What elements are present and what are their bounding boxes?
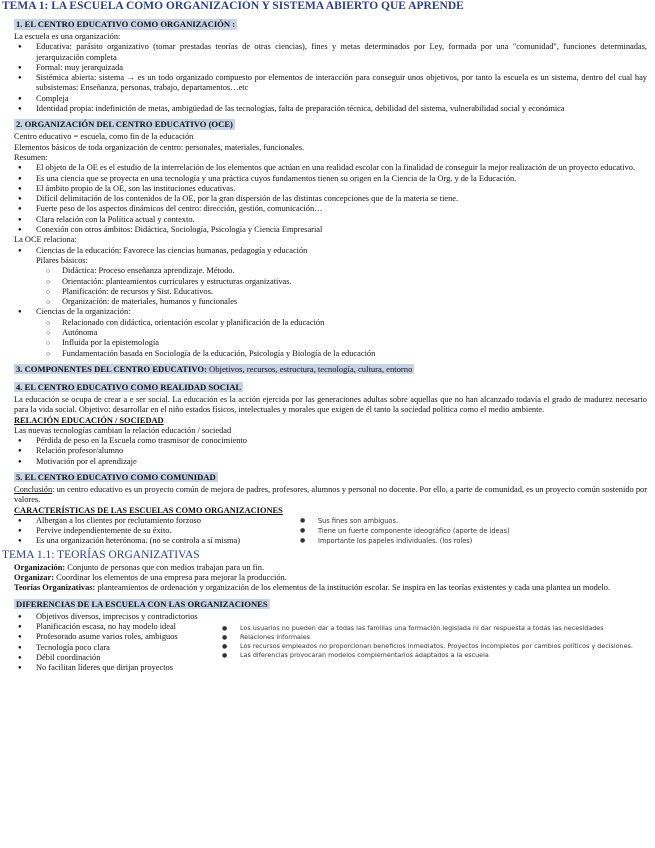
term-label: Organizar: [14, 573, 55, 583]
paragraph [14, 563, 647, 573]
sub-list-item: ○ Didáctica: Proceso enseñanza aprendizaje. Método. [14, 266, 647, 276]
list-item: ● Identidad propia: indefinición de metas, ambigüedad de las tecnologías, falta de preparación técnica, debilidad del sistema, vulnerabilidad social y económica [14, 104, 647, 114]
bullet-list [14, 436, 647, 467]
list-item: ● Tecnología poco clara [14, 643, 218, 653]
subheading: RELACIÓN EDUCACIÓN / SOCIEDAD [14, 415, 164, 425]
term-text: Conjunto de personas que con medios trabajan para un fin. [65, 562, 265, 572]
sub-list-item: ○ Autónoma [14, 328, 647, 338]
term-text: Coordinar los elementos de una empresa para mejorar la producción. [54, 573, 287, 583]
bullet-list-right [218, 612, 647, 674]
section-heading: DIFERENCIAS DE LA ESCUELA CON LAS ORGANIZACIONES [16, 598, 268, 609]
list-item: ● Tiene un fuerte componente ideográfico (aporte de ideas) [296, 526, 647, 536]
paragraph: Resumen: [14, 152, 48, 162]
list-item: ● Formal: muy jerarquizada [14, 63, 647, 73]
list-item: ● El objeto de la OE es el estudio de la interrelación de los elementos que actúan en una realidad escolar con la finalidad de conseguir la mejor realización de un proyecto educativo. [14, 163, 647, 173]
paragraph [14, 485, 647, 506]
two-column-list [14, 516, 647, 547]
subheading: CARACTERÍSTICAS DE LAS ESCUELAS COMO ORGANIZACIONES [14, 505, 283, 515]
paragraph [14, 583, 647, 593]
list-item: ● Pervive independientemente de su éxito. [14, 526, 296, 536]
section-heading: 1. EL CENTRO EDUCATIVO COMO ORGANIZACIÓN : [16, 19, 236, 29]
sub-list [14, 318, 647, 359]
term-label: Teorías Organizativas: [14, 583, 96, 593]
bullet-list [14, 307, 647, 317]
list-item: ● Difícil delimitación de los contenidos de la OE, por la gran dispersión de las distintas concepciones que de la materia se tiene. [14, 194, 647, 204]
bullet-list [14, 42, 647, 114]
list-item: ● El ámbito propio de la OE, son las instituciones educativas. [14, 184, 647, 194]
list-item: ● Profesorado asume varios roles, ambiguos [14, 632, 218, 642]
conclusion-text: : un centro educativo es un proyecto común de mejora de padres, profesores, alumnos y personal no docente. Por ello, a parte de comunidad, es un proyecto común sostenido por valores. [14, 484, 647, 505]
sub-list-item: ○ Relacionado con didáctica, orientación escolar y planificación de la educación [14, 318, 647, 328]
list-item: ● Conexión con otros ámbitos: Didáctica, Sociología, Psicología y Ciencia Empresarial [14, 225, 647, 235]
sub-list-item: ○ Influida por la epistemología [14, 338, 647, 348]
bullet-list-left [14, 516, 296, 547]
sub-list-item: ○ Organización: de materiales, humanos y funcionales [14, 297, 647, 307]
bullet-list-left [14, 612, 218, 674]
list-item: ● Débil coordinación [14, 653, 218, 663]
paragraph: Centro educativo = escuela, como fin de la educación [14, 132, 194, 142]
list-item: ● Fuerte peso de los aspectos dinámicos del centro: dirección, gestión, comunicación… [14, 204, 647, 214]
term-text: planteamientos de ordenación y organización de los elementos de la institución escolar. Se inspira en las teorías existentes y cada una plantea un modelo. [95, 583, 611, 593]
list-item: ● Ciencias de la organización: [14, 307, 647, 317]
list-item: ● Los recursos empleados no proporcionan beneficios inmediatos. Proyectos incompletos por cambios políticos y decisiones. [218, 642, 647, 651]
section-heading [14, 364, 414, 375]
list-item: ● Albergan a los clientes por reclutamiento forzoso [14, 516, 296, 526]
list-item: ● Los usuarios no pueden dar a todas las familias una formación legislada ni dar respuesta a todas las necesidades [218, 624, 647, 633]
bullet-list [14, 163, 647, 235]
term-label: Organización: [14, 562, 66, 572]
list-item: ● Es una organización heterónoma. (no se controla a sí misma) [14, 536, 296, 546]
list-item: ● Relaciones informales [218, 633, 647, 642]
list-item: ● Ciencias de la educación: Favorece las ciencias humanas, pedagogía y educación [14, 246, 647, 256]
bullet-list-right [296, 516, 647, 547]
list-item: ● Motivación por el aprendizaje [14, 457, 647, 467]
paragraph: La educación se ocupa de crear a e ser social. La educación es la acción ejercida por las generaciones adultas sobre aquellas que no han alcanzado todavía el grado de madurez necesario para la vida social. Objetivo: desarrollar en el niño estados físicos, intelectuales y morales que exigen de él tanto la sociedad política como el medio ambiente. [14, 394, 647, 415]
list-item: ● Compleja [14, 94, 647, 104]
paragraph: La escuela es una organización: [14, 32, 121, 41]
paragraph: La OCE relaciona: [14, 235, 77, 245]
list-item: ● Objetivos diversos, imprecisos y contradictorios [14, 612, 218, 622]
section-heading-text: Objetivos, recursos, estructura, tecnología, cultura, entorno [206, 363, 413, 374]
list-item: ● Planificación escasa, no hay modelo ideal [14, 622, 218, 632]
list-item: ● Relación profesor/alumno [14, 446, 647, 456]
list-item: ● Pérdida de peso en la Escuela como trasmisor de conocimiento [14, 436, 647, 446]
paragraph [14, 573, 647, 583]
conclusion-label: Conclusión [14, 484, 53, 494]
paragraph: Elementos básicos de toda organización de centro: personales, materiales, funcionales. [14, 142, 305, 152]
sub-list [14, 266, 647, 307]
section-heading: 2. ORGANIZACIÓN DEL CENTRO EDUCATIVO (OCE) [16, 119, 233, 130]
sub-list-item: ○ Fundamentación basada en Sociología de la educación, Psicología y Biología de la educación [14, 349, 647, 359]
list-item: ● Sistémica abierta: sistema → es un todo organizado compuesto por elementos de interacción para conseguir unos objetivos, por tanto la escuela es un sistema, dentro del cual hay subsistemas: Enseñanza, personas, trabajo, departamentos…etc [14, 73, 647, 94]
section-heading: 4. EL CENTRO EDUCATIVO COMO REALIDAD SOCIAL [16, 381, 242, 392]
paragraph: Pilares básicos: [36, 255, 88, 265]
topic-title: TEMA 1.1: TEORÍAS ORGANIZATIVAS [2, 548, 200, 561]
sub-list-item: ○ Planificación: de recursos y Sist. Educativos. [14, 287, 647, 297]
section-heading-label: 3. COMPONENTES DEL CENTRO EDUCATIVO: [16, 363, 207, 374]
paragraph: Las nuevas tecnologías cambian la relación educación / sociedad [14, 425, 232, 435]
sub-list-item: ○ Orientación: planteamientos curriculares y estructuras organizativas. [14, 277, 647, 287]
two-column-list [14, 612, 647, 674]
list-item: ● Es una ciencia que se proyecta en una tecnología y una práctica cuyos fundamentos tienen su origen en la Ciencia de la Org. y de la Educación. [14, 174, 647, 184]
bullet-list [14, 246, 647, 256]
list-item: ● Sus fines son ambiguos. [296, 516, 647, 526]
list-item: ● Importante los papeles individuales. (los roles) [296, 536, 647, 546]
section-heading: 5. EL CENTRO EDUCATIVO COMO COMUNIDAD [16, 471, 216, 482]
page-title: TEMA 1: LA ESCUELA COMO ORGANIZACIÓN Y SISTEMA ABIERTO QUE APRENDE [2, 0, 464, 12]
list-item: ● No facilitan líderes que dirijan proyectos [14, 663, 218, 673]
list-item: ● Las diferencias provocaran modelos complementarios adaptados a la escuela [218, 651, 647, 660]
list-item: ● Clara relación con la Política actual y contexto. [14, 215, 647, 225]
list-item: ● Educativa: parásito organizativo (tomar prestadas teorías de otras ciencias), fines y metas determinados por Ley, formada por una "comunidad", funciones determinadas, jerarquización completa [14, 42, 647, 63]
